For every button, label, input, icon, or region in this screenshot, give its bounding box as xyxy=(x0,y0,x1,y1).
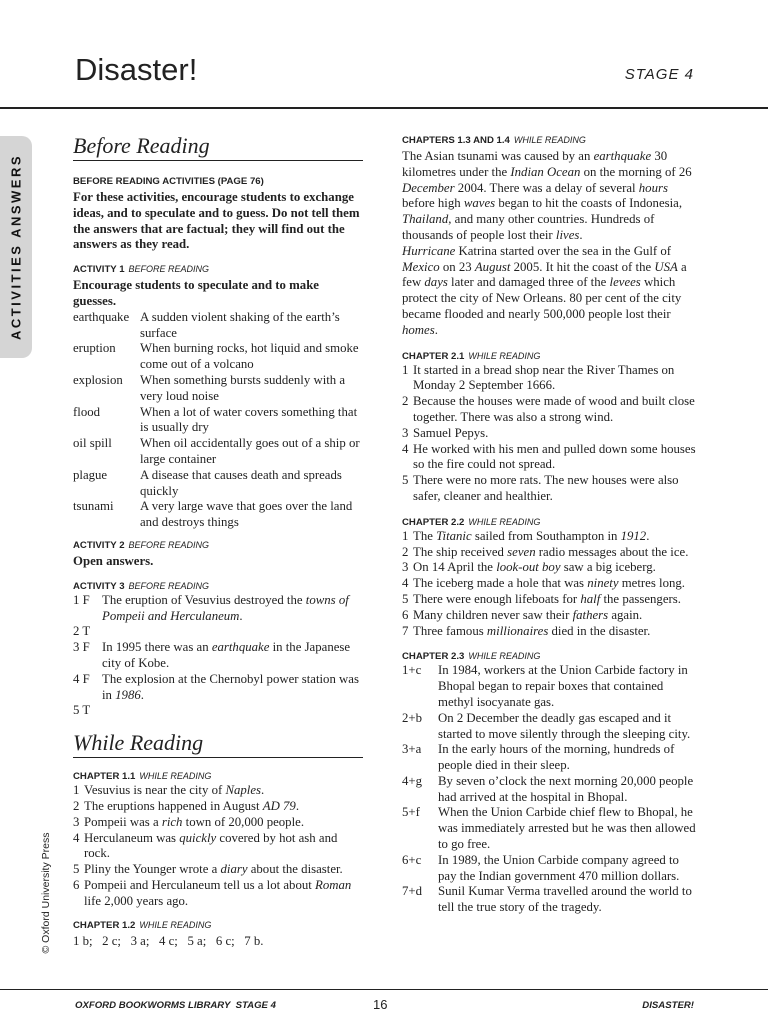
emphasis: Naples xyxy=(225,783,262,798)
item-number: 6 xyxy=(73,877,80,892)
answer-row xyxy=(402,576,697,592)
item-number: 1 xyxy=(73,783,80,798)
emphasis: fathers xyxy=(572,607,609,622)
activity-2-text: Open answers. xyxy=(73,553,154,568)
match-row xyxy=(402,884,697,916)
item-number: 5 T xyxy=(73,703,91,718)
activity-1-heading xyxy=(73,263,365,276)
item-number: 4 F xyxy=(73,671,90,686)
item-text: A very large wave that goes over the land and destroys things xyxy=(140,499,353,530)
item-text: When something bursts suddenly with a very loud noise xyxy=(140,372,346,403)
item-text: When oil accidentally goes out of a ship or large container xyxy=(140,436,360,466)
item-number: 4 xyxy=(402,576,409,591)
answer-row xyxy=(402,592,697,608)
emphasis: seven xyxy=(507,544,536,559)
answer-row xyxy=(402,426,697,442)
answer-row xyxy=(402,608,697,624)
item-text: When the Union Carbide chief flew to Bhopal, he was immediately arrested but he was then allowed to go free. xyxy=(438,805,696,852)
answer-row xyxy=(73,799,365,815)
item-text: Three famous millionaires died in the disaster. xyxy=(413,623,651,638)
item-text: On 14 April the look-out boy saw a big iceberg. xyxy=(413,560,656,575)
chapter-2-1-list xyxy=(402,363,697,505)
item-number: plague xyxy=(73,467,108,482)
answer-row xyxy=(73,815,365,831)
bra-label: BEFORE READING ACTIVITIES (PAGE 76) xyxy=(73,176,264,187)
emphasis: millionaires xyxy=(486,623,549,638)
item-text: Many children never saw their fathers again. xyxy=(413,607,643,622)
item-number: 7 xyxy=(402,623,409,638)
item-number: 5+f xyxy=(402,805,420,820)
chapter-1-1-tag: WHILE READING xyxy=(139,771,212,782)
item-text: There were no more rats. The new houses were also safer, cleaner and healthier. xyxy=(413,473,679,503)
true-false-row xyxy=(73,624,365,640)
chapter-2-3-label: CHAPTER 2.3 xyxy=(402,651,465,663)
item-number: 6 xyxy=(402,607,409,622)
item-text: Because the houses were made of wood and built close together. There was also a strong wind. xyxy=(413,394,695,424)
glossary-row xyxy=(73,436,365,468)
chapter-2-1-tag: WHILE READING xyxy=(468,350,541,361)
header-rule xyxy=(0,107,768,109)
item-text: Pompeii and Herculaneum tell us a lot about Roman life 2,000 years ago. xyxy=(84,877,352,908)
emphasis: half xyxy=(580,591,601,606)
activity-3-label: ACTIVITY 3 xyxy=(73,580,125,592)
while-reading-heading: While Reading xyxy=(73,731,363,758)
chapter-2-3-list xyxy=(402,663,697,916)
item-number: 3 xyxy=(73,814,80,829)
item-text: He worked with his men and pulled down some houses so the fire could not spread. xyxy=(413,441,696,472)
activity-1-tag: BEFORE READING xyxy=(128,264,210,275)
item-text: The explosion at the Chernobyl power station was in 1986. xyxy=(102,671,359,702)
answer-row xyxy=(73,831,365,863)
item-number: 5 xyxy=(402,473,409,488)
item-number: 7+d xyxy=(402,884,423,899)
item-number: 2 xyxy=(402,394,409,409)
answer-row xyxy=(402,624,697,640)
emphasis: Titanic xyxy=(436,528,472,543)
match-row xyxy=(402,742,697,774)
answer-row xyxy=(73,862,365,878)
emphasis: 1912 xyxy=(620,528,647,543)
document-title: Disaster! xyxy=(75,52,198,87)
item-number: oil spill xyxy=(73,436,112,451)
item-text: Pliny the Younger wrote a diary about the disaster. xyxy=(84,862,343,877)
chapter-2-2-heading xyxy=(402,516,697,529)
activity-3-list xyxy=(73,593,365,719)
copyright-notice: © Oxford University Press xyxy=(40,832,52,954)
activity-3-heading xyxy=(73,580,365,593)
before-reading-activities-heading xyxy=(73,175,365,188)
item-text: The Titanic sailed from Southampton in 1912. xyxy=(413,528,650,543)
match-row xyxy=(402,805,697,852)
item-number: 5 xyxy=(73,862,80,877)
chapter-2-2-label: CHAPTER 2.2 xyxy=(402,516,465,528)
match-row xyxy=(402,853,697,885)
item-number: eruption xyxy=(73,341,116,356)
activity-1-intro: Encourage students to speculate and to make guesses. xyxy=(73,278,319,308)
activity-2-label: ACTIVITY 2 xyxy=(73,539,125,551)
item-text: The iceberg made a hole that was ninety metres long. xyxy=(413,576,685,591)
chapter-2-3-heading xyxy=(402,650,697,663)
item-text: Sunil Kumar Verma travelled around the world to tell the true story of the tragedy. xyxy=(438,884,692,915)
answer-row xyxy=(402,545,697,561)
footer-series: OXFORD BOOKWORMS LIBRARY STAGE 4 xyxy=(75,1000,276,1011)
item-number: earthquake xyxy=(73,309,130,324)
item-number: 4 xyxy=(73,830,80,845)
item-number: 3+a xyxy=(402,742,422,757)
item-number: 2 T xyxy=(73,624,91,639)
emphasis: rich xyxy=(161,814,183,829)
emphasis: earthquake xyxy=(211,640,270,655)
item-text: In 1989, the Union Carbide company agreed to pay the Indian government 470 million dollars. xyxy=(438,852,680,883)
item-number: tsunami xyxy=(73,499,114,514)
chapter-1-1-label: CHAPTER 1.1 xyxy=(73,771,136,783)
chapter-1-3-tag: WHILE READING xyxy=(513,135,586,145)
emphasis: 1986 xyxy=(115,687,141,702)
item-text: In the early hours of the morning, hundreds of people died in their sleep. xyxy=(438,742,675,773)
answer-row xyxy=(73,878,365,910)
chapter-2-2-tag: WHILE READING xyxy=(468,516,541,527)
side-tab-label: ACTIVITIES ANSWERS xyxy=(8,153,24,341)
item-text: The ship received seven radio messages about the ice. xyxy=(413,544,689,559)
item-text: The eruptions happened in August AD 79. xyxy=(84,798,300,813)
item-number: 3 xyxy=(402,425,409,440)
item-number: 1 xyxy=(402,528,409,543)
activity-2-tag: BEFORE READING xyxy=(128,539,210,550)
answer-row xyxy=(73,783,365,799)
true-false-row xyxy=(73,703,365,719)
chapter-2-1-heading xyxy=(402,350,697,363)
answer-row xyxy=(402,473,697,505)
item-text: Pompeii was a rich town of 20,000 people. xyxy=(84,814,305,829)
chapter-1-3-label: CHAPTERS 1.3 AND 1.4 xyxy=(402,135,510,146)
item-text xyxy=(102,624,365,640)
answer-row xyxy=(402,560,697,576)
chapter-1-2-tag: WHILE READING xyxy=(139,920,212,931)
answer-row xyxy=(402,363,697,395)
match-row xyxy=(402,711,697,743)
page-number: 16 xyxy=(373,997,388,1012)
item-text: Samuel Pepys. xyxy=(413,425,489,440)
emphasis: quickly xyxy=(179,830,217,845)
true-false-row xyxy=(73,593,365,625)
item-number: 1+c xyxy=(402,663,422,678)
item-number: 1 xyxy=(402,362,409,377)
activity-2-heading xyxy=(73,539,365,552)
item-text: Vesuvius is near the city of Naples. xyxy=(84,783,265,798)
glossary-row xyxy=(73,499,365,531)
item-text: The eruption of Vesuvius destroyed the towns of Pompeii and Herculaneum. xyxy=(102,592,349,623)
item-text: In 1995 there was an earthquake in the Japanese city of Kobe. xyxy=(102,640,351,670)
match-row xyxy=(402,774,697,806)
item-number: 3 xyxy=(402,560,409,575)
footer-title: DISASTER! xyxy=(642,1000,694,1011)
chapter-2-2-list xyxy=(402,529,697,640)
item-number: 1 F xyxy=(73,592,90,607)
chapter-1-1-list xyxy=(73,783,365,909)
emphasis: towns of Pompeii and Herculaneum xyxy=(102,592,349,623)
emphasis: AD 79 xyxy=(262,798,296,813)
emphasis: ninety xyxy=(587,576,619,591)
left-column xyxy=(73,128,365,950)
item-text: There were enough lifeboats for half the passengers. xyxy=(413,591,681,606)
item-text: Herculaneum was quickly covered by hot ash and rock. xyxy=(84,830,338,861)
item-number: 4+g xyxy=(402,773,423,788)
item-text: It started in a bread shop near the River Thames on Monday 2 September 1666. xyxy=(413,362,675,393)
item-number: 5 xyxy=(402,591,409,606)
chapter-1-3-text: The Asian tsunami was caused by an earthquake 30 kilometres under the Indian Ocean on the morning of 26 December 2004. There was a delay of several hours before high waves began to hit the coasts of Indonesia, Thailand, and many other countries. Hundreds of thousands of people lost their lives. Hurricane Katrina started over the sea in the Gulf of Mexico on 23 August 2005. It hit the coast of the USA a few days later and damaged three of the levees which protect the city of New Orleans. 80 per cent of the city became flooded and nearly 500,000 people lost their homes. xyxy=(402,149,692,337)
chapter-1-2-heading xyxy=(73,919,365,932)
item-text: By seven o’clock the next morning 20,000 people had arrived at the hospital in Bhopal. xyxy=(438,773,694,804)
item-text: When burning rocks, hot liquid and smoke come out of a volcano xyxy=(140,341,359,372)
item-number: 3 F xyxy=(73,640,90,655)
glossary-row xyxy=(73,310,365,342)
glossary-row xyxy=(73,468,365,500)
activity-1-glossary xyxy=(73,310,365,531)
item-number: explosion xyxy=(73,372,123,387)
right-column xyxy=(402,134,697,916)
before-reading-heading: Before Reading xyxy=(73,134,363,161)
item-number: 2 xyxy=(402,544,409,559)
item-number: 2+b xyxy=(402,710,423,725)
item-text: A sudden violent shaking of the earth’s surface xyxy=(140,309,340,340)
answer-row xyxy=(402,529,697,545)
item-text: A disease that causes death and spreads quickly xyxy=(140,467,342,498)
true-false-row xyxy=(73,640,365,672)
item-text: In 1984, workers at the Union Carbide factory in Bhopal began to repair boxes that contained methyl isocyanate gas. xyxy=(438,663,688,709)
chapter-1-2-label: CHAPTER 1.2 xyxy=(73,920,136,932)
item-number: 4 xyxy=(402,441,409,456)
chapter-1-1-heading xyxy=(73,770,365,783)
activity-1-label: ACTIVITY 1 xyxy=(73,264,125,276)
emphasis: look-out boy xyxy=(496,560,561,575)
item-number: flood xyxy=(73,404,101,419)
item-text xyxy=(102,703,365,719)
chapter-1-3-heading xyxy=(402,134,697,147)
chapter-1-2-answers: 1 b; 2 c; 3 a; 4 c; 5 a; 6 c; 7 b. xyxy=(73,934,264,949)
bra-text: For these activities, encourage students to exchange ideas, and to speculate and to guess. Do not tell them the answers that are factual; they will find out the answers as they read. xyxy=(73,190,360,252)
item-text: When a lot of water covers something that is usually dry xyxy=(140,404,358,435)
item-text: On 2 December the deadly gas escaped and it started to move silently through the sleeping city. xyxy=(438,710,691,741)
glossary-row xyxy=(73,341,365,373)
match-row xyxy=(402,663,697,710)
footer-rule xyxy=(0,989,768,990)
chapter-2-3-tag: WHILE READING xyxy=(468,651,541,662)
item-number: 2 xyxy=(73,798,80,813)
activity-3-tag: BEFORE READING xyxy=(128,580,210,591)
answer-row xyxy=(402,394,697,426)
true-false-row xyxy=(73,672,365,704)
glossary-row xyxy=(73,373,365,405)
emphasis: Roman xyxy=(315,877,352,892)
glossary-row xyxy=(73,405,365,437)
emphasis: diary xyxy=(220,862,248,877)
item-number: 6+c xyxy=(402,852,422,867)
stage-label: STAGE 4 xyxy=(624,66,694,83)
answer-row xyxy=(402,442,697,474)
chapter-2-1-label: CHAPTER 2.1 xyxy=(402,350,465,362)
